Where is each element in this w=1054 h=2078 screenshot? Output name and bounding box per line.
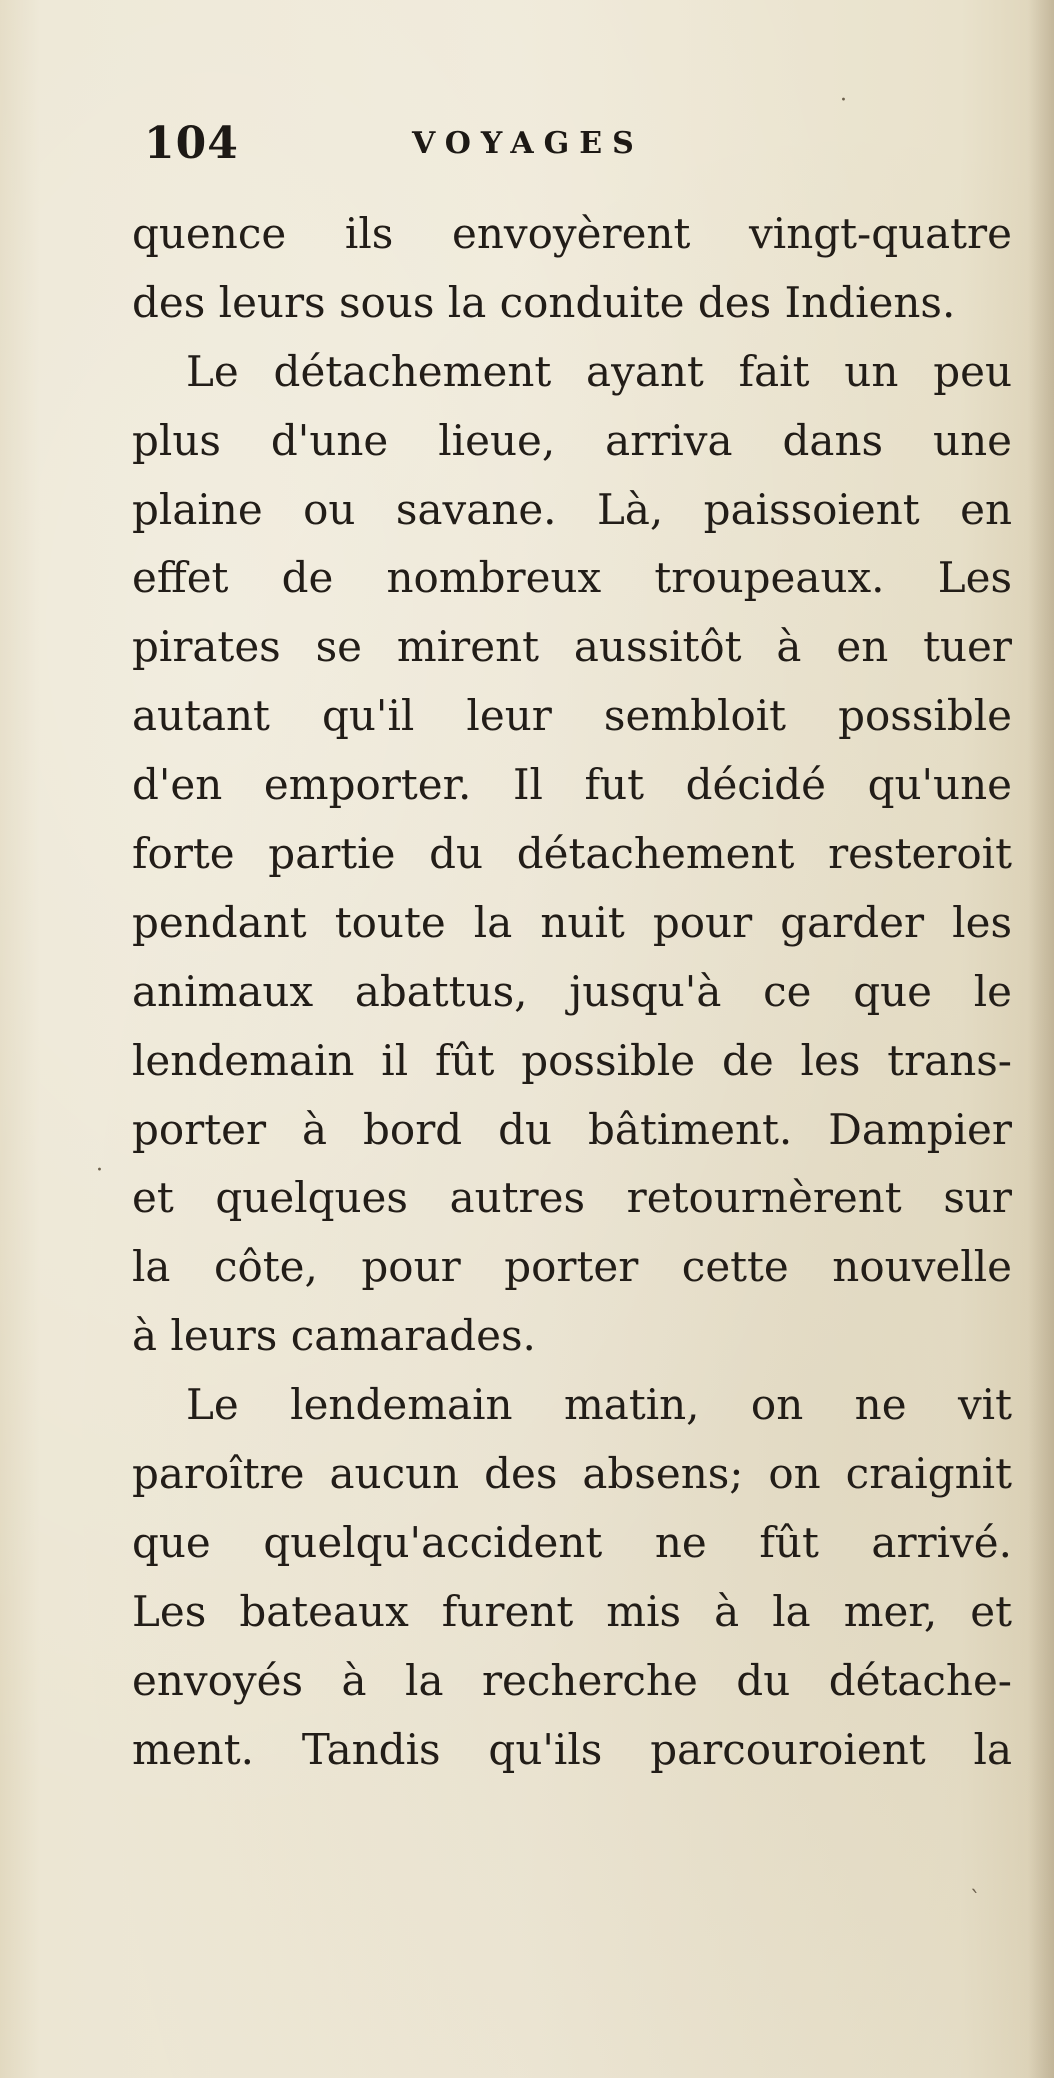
text-line: plus d'une lieue, arriva dans une xyxy=(132,415,1012,465)
body-text xyxy=(132,200,1012,1784)
text-line: Le lendemain matin, on ne vit xyxy=(186,1380,1012,1430)
text-line: d'en emporter. Il fut décidé qu'une xyxy=(132,760,1012,810)
paper-speck: · xyxy=(840,88,847,113)
page-number: 104 xyxy=(144,118,239,169)
text-line: lendemain il fût possible de les trans- xyxy=(132,1035,1012,1085)
running-title: VOYAGES xyxy=(412,126,644,161)
paper-speck: · xyxy=(96,1158,103,1183)
text-line: effet de nombreux troupeaux. Les xyxy=(132,553,1012,603)
text-line: Le détachement ayant fait un peu xyxy=(186,346,1012,396)
text-line: animaux abattus, jusqu'à ce que le xyxy=(132,966,1012,1016)
text-line: autant qu'il leur sembloit possible xyxy=(132,691,1012,741)
text-line: des leurs sous la conduite des Indiens. xyxy=(132,277,956,327)
text-line: envoyés à la recherche du détache- xyxy=(132,1655,1012,1705)
text-line: ment. Tandis qu'ils parcouroient la xyxy=(132,1724,1012,1774)
text-line: pendant toute la nuit pour garder les xyxy=(132,897,1012,947)
text-line: porter à bord du bâtiment. Dampier xyxy=(132,1104,1012,1154)
running-head xyxy=(130,118,1030,178)
text-line: la côte, pour porter cette nouvelle xyxy=(132,1242,1012,1292)
text-line: Les bateaux furent mis à la mer, et xyxy=(132,1586,1012,1636)
text-line: à leurs camarades. xyxy=(132,1311,536,1361)
text-line: forte partie du détachement resteroit xyxy=(132,829,1012,879)
page-edge-shadow xyxy=(1028,0,1054,2078)
text-line: et quelques autres retournèrent sur xyxy=(132,1173,1012,1223)
text-line: pirates se mirent aussitôt à en tuer xyxy=(132,622,1012,672)
paper-speck: ` xyxy=(970,1888,981,1913)
text-line: plaine ou savane. Là, paissoient en xyxy=(132,484,1012,534)
text-line: que quelqu'accident ne fût arrivé. xyxy=(132,1517,1012,1567)
text-line: paroître aucun des absens; on craignit xyxy=(132,1449,1012,1499)
text-line: quence ils envoyèrent vingt-quatre xyxy=(132,209,1012,258)
